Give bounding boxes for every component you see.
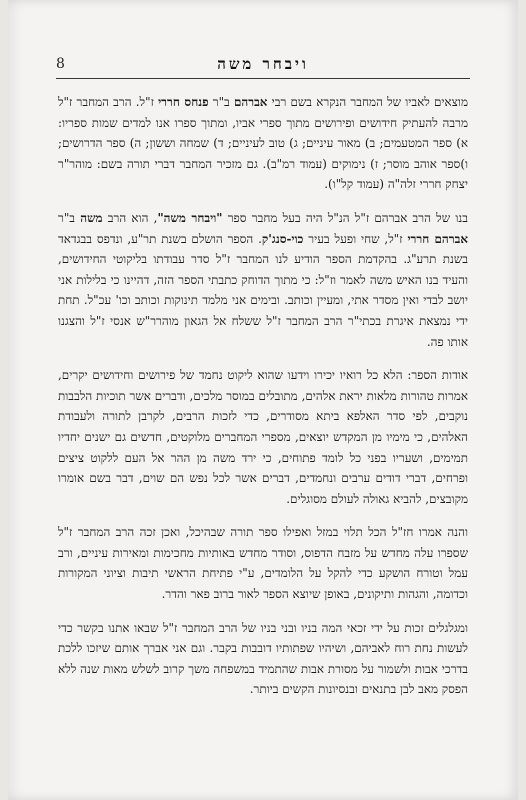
body-text (58, 92, 468, 713)
text-run: . הספר הושלם בשנת תר"ע, ונדפס בבגדאד בשנת תרע"ג. בהקדמת הספר הודיע לנו המחבר ז"ל סדר עבודתו בליקוטי החידושים, והעיד בנו האיש משה לאמר וז"ל: כי מתוך הדוחק כתבתי הספר הזה, דהיינו כי בלילות אני יושב לבדי ואין מסדר אתי, ומעיין וכותב. ובימים אני מלמד תינוקות וכותב וכו' עכ"ל. תחת ידי נמצאת איגרת בכתי"ר הרב המחבר ז"ל ששלח אל הגאון מוהרר"ש אנסי ז"ל והצגנו אותו פה. (58, 231, 468, 349)
text-run: ז"ל, שחי ופעל בעיר (303, 231, 408, 246)
text-run: ומגלגלים זכות על ידי זכאי המה בניו ובני בניו של הרב המחבר ז"ל שבאו אתנו בקשר כדי לעשות נחת רוח לאביהם, ושיהיו שפתותיו דובבות בקבר. וגם אני אברך אותם שיזכו ללכת בדרכי אבות ולשמור על מסורת אבות שהתמיד במשפחה משך קרוב לשלש מאות שנה ללא הפסק מאב לבן בתנאים ובנסיונות הקשים ביותר. (58, 620, 468, 697)
text-run: , הוא הרב (102, 210, 158, 225)
paragraph (58, 92, 468, 195)
bold-text: "ויבחר משה" (157, 210, 223, 225)
text-run: בנו של הרב אברהם ז"ל הנ"ל היה בעל מחבר ספר (222, 210, 469, 225)
book-page (8, 0, 518, 800)
text-run: והנה אמרו חז"ל הכל תלוי במזל ואפילו ספר תורה שבהיכל, ואכן זכה הרב המחבר ז"ל שספרו עלה מחדש על מזבח הדפוס, וסודר מחדש באותיות מחכימות ומאירות עיניים, ורב עמל וטורח הושקע כדי להקל על הלומדים, ע"י פתיחת הראשי תיבות וציוני המקורות וכדומה, והגהות ותיקונים, באופן שיוצא הספר לאור ברוב פאר והדר. (58, 525, 468, 602)
paragraph (58, 208, 468, 352)
text-run: ב"ר (58, 210, 81, 225)
text-run: אודות הספר: הלא כל רואיו יכירו וידעו שהוא ליקוט נחמד של פירושים וחידושים יקרים, אמרות טהורות מלאות יראת אלהים, מתובלים במוסר מלכים, ודברים אשר תוכיות הלבבות נוקבים, לפי סדר האלפא ביתא מסודרים, כדי לזכות הרבים, לקרבן לתורה ולעבודת האלהים, כי מימיו מן המקדש יוצאים, מספרי המחברים מלוקטים, חדשים גם ישנים יחדיו תמימים, ושעריו בפני כל לומד פתוחים, כי ירד משה מן ההר אל העם ללקוט ציצים ופרחים, דברי דודים ערבים ונחמדים, דברים אשר לכל נפש הם שוים, דבר בשם אומרו מקובצים, להביא גאולה לעולם מסוגלים. (58, 368, 468, 506)
text-run: מוצאים לאביו של המחבר הנקרא בשם רבי (267, 95, 468, 109)
paragraph (58, 618, 468, 700)
paragraph (58, 522, 468, 604)
bold-text: אברהם (233, 95, 268, 109)
text-run: ב"ר (208, 95, 234, 109)
paragraph (58, 365, 468, 509)
bold-text: משה (80, 210, 103, 225)
bold-text: אברהם חררי (407, 231, 468, 246)
header-rule (56, 78, 470, 79)
bold-text: פנחס חררי (158, 95, 209, 109)
page-number: 8 (56, 56, 65, 72)
running-head (56, 56, 470, 74)
running-title: ויבחר משה (217, 55, 309, 73)
text-run: ז"ל. הרב המחבר ז"ל מרבה להעתיק חידושים ופירושים מתוך ספרי אביו, ומתוך ספרו אנו למדים שמות ספריו: א) ספר המטעמים; ב) מאור עיניים; ג) טוב לעיניים; ד) שמחה וששון; ה) ספר הדרושים; ו)ספר אוהב מוסר; ז) נימוקים (עמוד רמ"ב). גם מזכיר המחבר דברי תורה בשם: מוהר"ר יצחק חררי זלה"ה (עמוד קל"ו). (58, 95, 468, 192)
bold-text: כוי-סנג'ק (261, 231, 304, 246)
